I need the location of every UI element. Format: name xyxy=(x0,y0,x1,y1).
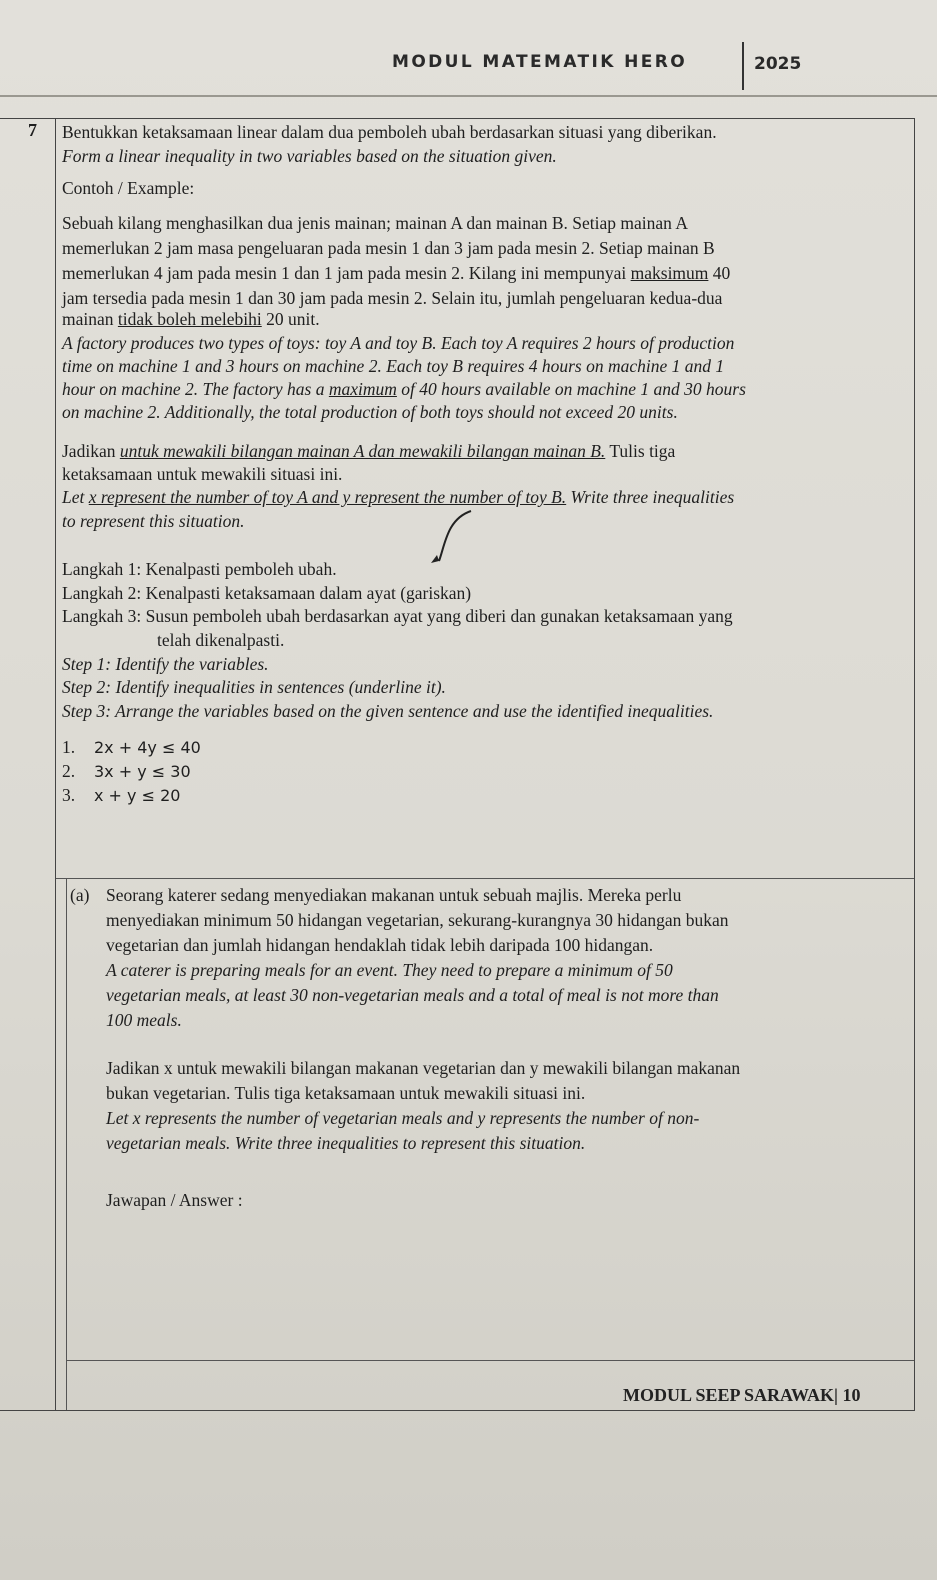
underlined-keyword: tidak boleh melebihi xyxy=(117,309,262,329)
module-title: MODUL MATEMATIK HERO xyxy=(392,52,688,72)
part-a-malay-line: menyediakan minimum 50 hidangan vegetarian, sekurang-kurangnya 30 hidangan bukan xyxy=(106,910,729,930)
step-english: Step 1: Identify the variables. xyxy=(62,654,269,674)
example-malay-line: Sebuah kilang menghasilkan dua jenis mainan; mainan A dan mainan B. Setiap mainan A xyxy=(62,213,688,233)
table-number-column-border xyxy=(55,118,56,1410)
instruction-english: Form a linear inequality in two variables based on the situation given. xyxy=(62,146,557,166)
header-divider xyxy=(742,42,744,90)
part-a-label: (a) xyxy=(70,885,90,905)
instruction-malay: Bentukkan ketaksamaan linear dalam dua pemboleh ubah berdasarkan situasi yang diberikan. xyxy=(62,122,717,142)
table-right-border xyxy=(914,118,915,1410)
part-a-let-malay: Jadikan x untuk mewakili bilangan makanan vegetarian dan y mewakili bilangan makanan xyxy=(106,1058,741,1078)
answer-label: Jawapan / Answer : xyxy=(106,1190,243,1210)
example-malay-line: mainan tidak boleh melebihi 20 unit. xyxy=(62,309,320,329)
let-english-line: to represent this situation. xyxy=(62,511,245,531)
example-answer: 2. 3x + y ≤ 30 xyxy=(62,761,191,781)
example-answer: 3. x + y ≤ 20 xyxy=(62,785,181,805)
part-a-malay-line: vegetarian dan jumlah hidangan hendaklah tidak lebih daripada 100 hidangan. xyxy=(106,935,654,955)
example-english-line: time on machine 1 and 3 hours on machine 2. Each toy B requires 4 hours on machine 1 and 1 xyxy=(62,356,725,376)
question-number: 7 xyxy=(28,120,37,140)
example-malay-line: jam tersedia pada mesin 1 dan 30 jam pada mesin 2. Selain itu, jumlah pengeluaran kedua-dua xyxy=(62,288,723,308)
table-top-border xyxy=(0,118,915,119)
page-footer: MODUL SEEP SARAWAK| 10 xyxy=(623,1385,861,1405)
let-malay-line: Jadikan untuk mewakili bilangan mainan A dan mewakili bilangan mainan B. Tulis tiga xyxy=(62,441,676,461)
answer-area-bottom-border xyxy=(66,1360,914,1361)
underlined-keyword: maksimum xyxy=(630,263,709,283)
underlined-phrase: untuk mewakili bilangan mainan A dan mewakili bilangan mainan B. xyxy=(119,441,606,461)
part-a-english-line: 100 meals. xyxy=(106,1010,182,1030)
part-a-let-malay: bukan vegetarian. Tulis tiga ketaksamaan untuk mewakili situasi ini. xyxy=(106,1083,586,1103)
step-english: Step 2: Identify inequalities in sentences (underline it). xyxy=(62,677,446,697)
header-rule xyxy=(0,95,937,97)
part-a-english-line: vegetarian meals, at least 30 non-vegetarian meals and a total of meal is not more than xyxy=(106,985,719,1005)
part-a-let-english: Let x represents the number of vegetarian meals and y represents the number of non- xyxy=(106,1108,700,1128)
step-malay: Langkah 3: Susun pemboleh ubah berdasarkan ayat yang diberi dan gunakan ketaksamaan yang xyxy=(62,606,733,626)
example-malay-line: memerlukan 2 jam masa pengeluaran pada mesin 1 dan 3 jam pada mesin 2. Setiap mainan B xyxy=(62,238,715,258)
example-malay-line: memerlukan 4 jam pada mesin 1 dan 1 jam pada mesin 2. Kilang ini mempunyai maksimum 40 xyxy=(62,263,731,283)
example-english-line: on machine 2. Additionally, the total production of both toys should not exceed 20 units. xyxy=(62,402,678,422)
step-malay: telah dikenalpasti. xyxy=(157,630,285,650)
table-bottom-border xyxy=(0,1410,915,1411)
example-answer: 1. 2x + 4y ≤ 40 xyxy=(62,737,201,757)
underlined-phrase: x represent the number of toy A and y represent the number of toy B. xyxy=(88,487,567,507)
example-english-line: A factory produces two types of toys: toy A and toy B. Each toy A requires 2 hours of production xyxy=(62,333,735,353)
part-a-column-border xyxy=(66,878,67,1410)
step-english: Step 3: Arrange the variables based on the given sentence and use the identified inequalities. xyxy=(62,701,714,721)
underlined-keyword: maximum xyxy=(328,379,397,399)
part-a-english-line: A caterer is preparing meals for an event. They need to prepare a minimum of 50 xyxy=(106,960,673,980)
step-malay: Langkah 1: Kenalpasti pemboleh ubah. xyxy=(62,559,337,579)
annotation-arrow xyxy=(425,505,485,575)
example-part-separator xyxy=(56,878,914,879)
part-a-malay-line: Seorang katerer sedang menyediakan makanan untuk sebuah majlis. Mereka perlu xyxy=(106,885,682,905)
part-a-let-english: vegetarian meals. Write three inequalities to represent this situation. xyxy=(106,1133,586,1153)
example-english-line: hour on machine 2. The factory has a maximum of 40 hours available on machine 1 and 30 hours xyxy=(62,379,746,399)
step-malay: Langkah 2: Kenalpasti ketaksamaan dalam ayat (gariskan) xyxy=(62,583,472,603)
module-year: 2025 xyxy=(754,54,802,74)
let-malay-line: ketaksamaan untuk mewakili situasi ini. xyxy=(62,464,343,484)
let-english-line: Let x represent the number of toy A and y represent the number of toy B. Write three inequalities xyxy=(62,487,735,507)
example-label: Contoh / Example: xyxy=(62,178,195,198)
